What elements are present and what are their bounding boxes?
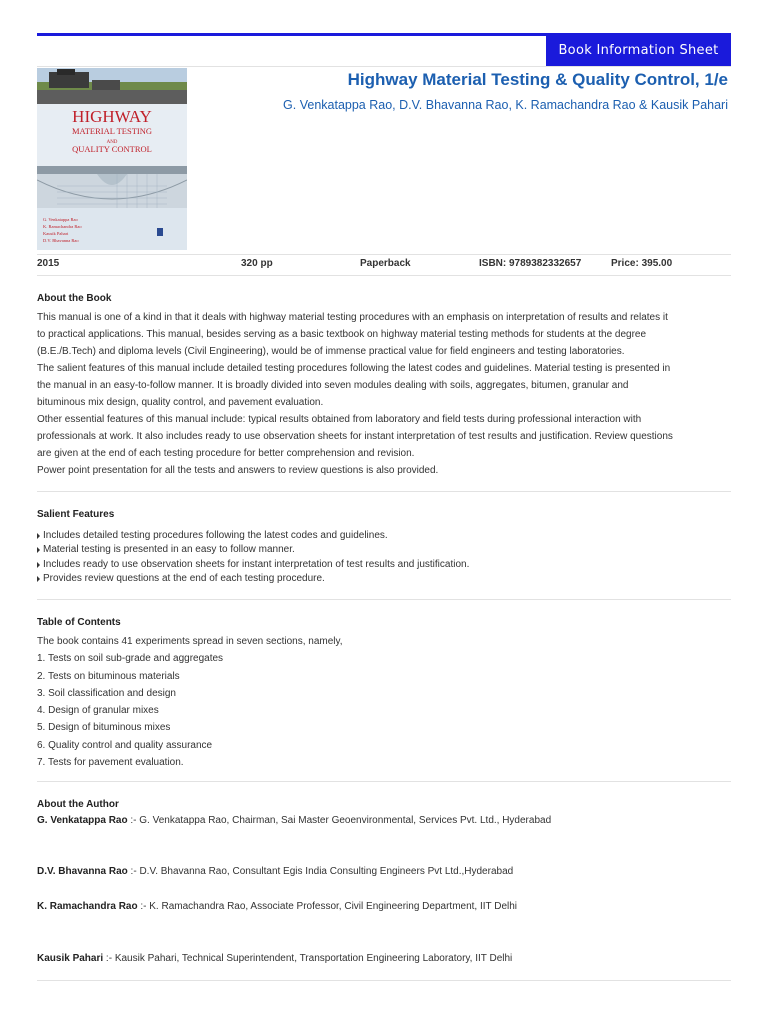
toc-section [37,614,731,771]
about-book-line: professionals at work. It also includes ready to use observation sheets for instant interpretation of test results and justification. Review questions [37,431,673,442]
about-book-line: The salient features of this manual include detailed testing procedures following the latest codes and guidelines. Material testing is presented in [37,363,671,374]
about-book-line: are given at the end of each testing procedure for better comprehension and revision. [37,448,415,459]
author-desc: :- G. Venkatappa Rao, Chairman, Sai Master Geoenvironmental, Services Pvt. Ltd., Hyderabad [127,815,552,826]
section-divider [37,491,731,492]
book-authors: G. Venkatappa Rao, D.V. Bhavanna Rao, K. Ramachandra Rao & Kausik Pahari [283,98,728,112]
cover-title-highway: HIGHWAY [72,107,152,126]
cover-author-2: K. Ramachandra Rao [43,224,82,229]
about-book-line: (B.E./B.Tech) and diploma levels (Civil Engineering), would be of immense practical value for field engineers and testing laboratories. [37,346,625,357]
author-entry [37,866,513,877]
feature-item: Material testing is presented in an easy to follow manner. [37,543,731,557]
section-divider [37,781,731,782]
about-book-heading: About the Book [37,293,112,304]
meta-divider-bottom [37,275,731,276]
header-divider [37,66,731,67]
toc-item: 2. Tests on bituminous materials [37,670,180,682]
publisher-logo-icon [157,228,163,236]
meta-divider-top [37,254,731,255]
toc-item: 6. Quality control and quality assurance [37,739,213,751]
toc-item: 4. Design of granular mixes [37,705,159,717]
toc-item: 3. Soil classification and design [37,687,176,699]
about-book-line: to practical applications. This manual, besides serving as a basic textbook on highway material testing methods for students at the degree [37,329,647,340]
about-book-line: Other essential features of this manual include: typical results obtained from laboratory and field tests during professional interaction with [37,414,642,425]
author-desc: :- Kausik Pahari, Technical Superintendent, Transportation Engineering Laboratory, IIT Delhi [103,953,513,964]
meta-binding: Paperback [360,258,411,269]
author-entry [37,815,551,826]
meta-pages: 320 pp [241,258,273,269]
meta-isbn: ISBN: 9789382332657 [479,258,582,269]
toc-intro: The book contains 41 experiments spread in seven sections, namely, [37,636,343,647]
author-name: K. Ramachandra Rao [37,901,138,912]
about-book-line: This manual is one of a kind in that it deals with highway material testing procedures with an emphasis on interpretation of results and relates it [37,312,668,323]
bullet-arrow-icon [37,562,40,568]
author-entry [37,901,517,912]
author-entry [37,953,512,964]
cover-author-3: Kausik Pahari [43,231,69,236]
bullet-arrow-icon [37,547,40,553]
section-divider [37,599,731,600]
about-author-heading: About the Author [37,799,119,810]
author-name: Kausik Pahari [37,953,104,964]
author-desc: :- D.V. Bhavanna Rao, Consultant Egis India Consulting Engineers Pvt Ltd.,Hyderabad [127,866,514,877]
author-name: D.V. Bhavanna Rao [37,866,128,877]
toc-item: 1. Tests on soil sub-grade and aggregates [37,653,224,665]
author-name: G. Venkatappa Rao [37,815,128,826]
book-title: Highway Material Testing & Quality Control, 1/e [347,70,728,89]
about-book-line: Power point presentation for all the tests and answers to review questions is also provided. [37,465,439,476]
feature-item: Includes detailed testing procedures following the latest codes and guidelines. [37,529,731,543]
toc-item: 5. Design of bituminous mixes [37,722,171,734]
about-book-line: the manual in an easy-to-follow manner. It is broadly divided into seven modules dealing with soils, aggregates, bitumen, granular and [37,380,629,391]
bullet-arrow-icon [37,576,40,582]
salient-heading: Salient Features [37,509,115,520]
about-author-section [37,796,731,815]
salient-features-section [37,506,731,586]
about-book-line: bituminous mix design, quality control, and pavement evaluation. [37,397,324,408]
author-desc: :- K. Ramachandra Rao, Associate Professor, Civil Engineering Department, IIT Delhi [137,901,518,912]
cover-author-4: D.V. Bhavanna Rao [43,238,79,243]
cover-title-line3: AND [106,140,118,145]
section-divider [37,980,731,981]
toc-item: 7. Tests for pavement evaluation. [37,757,184,769]
book-cover-image [37,68,187,250]
about-book-section [37,290,731,479]
feature-item: Includes ready to use observation sheets for instant interpretation of test results and justification. [37,558,731,572]
bullet-arrow-icon [37,533,40,539]
feature-item: Provides review questions at the end of each testing procedure. [37,572,731,586]
meta-price: Price: 395.00 [611,258,673,269]
cover-author-1: G. Venkatappa Rao [43,217,78,222]
cover-title-line2: MATERIAL TESTING [71,126,153,136]
cover-title-line4: QUALITY CONTROL [72,144,152,154]
toc-heading: Table of Contents [37,617,121,628]
meta-year: 2015 [37,258,60,269]
book-info-badge: Book Information Sheet [546,35,731,66]
